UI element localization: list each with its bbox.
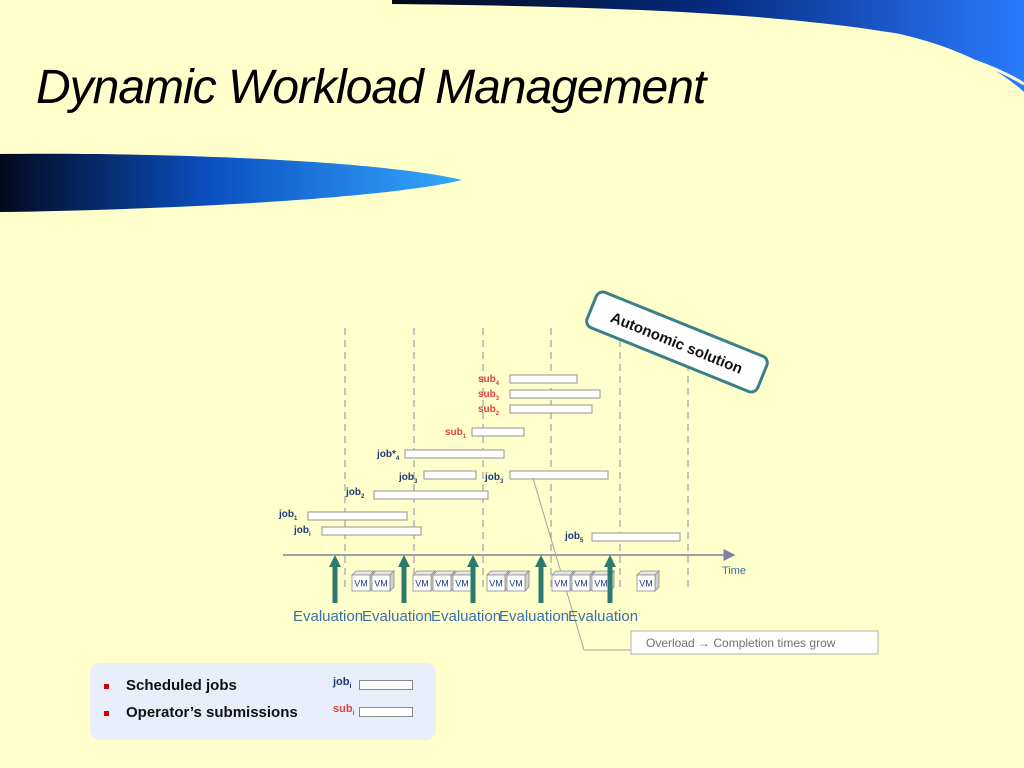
evaluation-label: Evaluation [293, 608, 364, 625]
label-sub-3: sub$_3$ [478, 389, 500, 402]
vm-box [433, 571, 455, 591]
legend-bullet [104, 711, 109, 716]
time-axis-label: Time [722, 565, 747, 577]
legend-item-scheduled-jobs [90, 676, 436, 700]
vm-box [572, 571, 594, 591]
evaluation-arrow [329, 555, 341, 603]
evaluation-labels [293, 608, 638, 625]
bar-job-1 [308, 512, 407, 520]
label-job-i: job$_i$ [294, 525, 311, 538]
vm-label: VM [594, 578, 608, 589]
bar-job-3-a [424, 471, 476, 479]
overload-note-text: Overload → Completion times grow [646, 636, 836, 650]
legend-key: sub$_i$ [333, 703, 355, 718]
label-job-star-4: $job*_4$ [377, 449, 400, 462]
evaluation-label: Evaluation [568, 608, 639, 625]
vm-label: VM [489, 578, 503, 589]
vm-box [487, 571, 509, 591]
autonomic-solution-label: Autonomic solution [607, 309, 745, 378]
bar-sub-2 [510, 405, 592, 413]
label-sub-4: sub$_4$ [478, 374, 500, 387]
autonomic-solution-badge [585, 290, 770, 394]
legend-label: Scheduled jobs [126, 677, 237, 694]
evaluation-label: Evaluation [431, 608, 502, 625]
evaluation-arrow [535, 555, 547, 603]
bar-job-i [322, 527, 421, 535]
bar-sub-3 [510, 390, 600, 398]
legend-label: Operator’s submissions [126, 704, 298, 721]
label-job-3-a: job$_3$ [399, 472, 418, 485]
vm-box [507, 571, 529, 591]
label-sub-1: sub$_1$ [445, 427, 467, 440]
legend-key: job$_i$ [333, 676, 352, 691]
vm-label: VM [415, 578, 429, 589]
evaluation-label: Evaluation [362, 608, 433, 625]
label-sub-2: sub$_2$ [478, 404, 500, 417]
evaluation-label: Evaluation [499, 608, 570, 625]
vm-label: VM [455, 578, 469, 589]
vm-layer [352, 571, 659, 591]
bar-job-2 [374, 491, 488, 499]
legend-swatch [359, 707, 413, 717]
label-job-1: job$_1$ [279, 509, 298, 522]
vm-label: VM [374, 578, 388, 589]
label-job-5: job$_5$ [565, 531, 584, 544]
legend-swatch [359, 680, 413, 690]
legend-item-operator-submissions [90, 703, 436, 727]
vm-box [637, 571, 659, 591]
label-job-3-b: job$_3$ [485, 472, 504, 485]
legend-bullet [104, 684, 109, 689]
bar-sub-4 [510, 375, 577, 383]
vm-box [352, 571, 374, 591]
vm-label: VM [554, 578, 568, 589]
bar-job-3-b [510, 471, 608, 479]
vm-label: VM [354, 578, 368, 589]
bar-sub-1 [472, 428, 524, 436]
vm-label: VM [435, 578, 449, 589]
vm-box [372, 571, 394, 591]
label-job-2: job$_2$ [346, 487, 365, 500]
legend [90, 663, 436, 740]
bar-job-star-4 [405, 450, 504, 458]
vm-label: VM [639, 578, 653, 589]
bar-job-5 [592, 533, 680, 541]
vm-box [413, 571, 435, 591]
vm-label: VM [509, 578, 523, 589]
evaluation-arrow [398, 555, 410, 603]
vm-label: VM [574, 578, 588, 589]
vm-box [552, 571, 574, 591]
page-title: Dynamic Workload Management [36, 61, 706, 114]
